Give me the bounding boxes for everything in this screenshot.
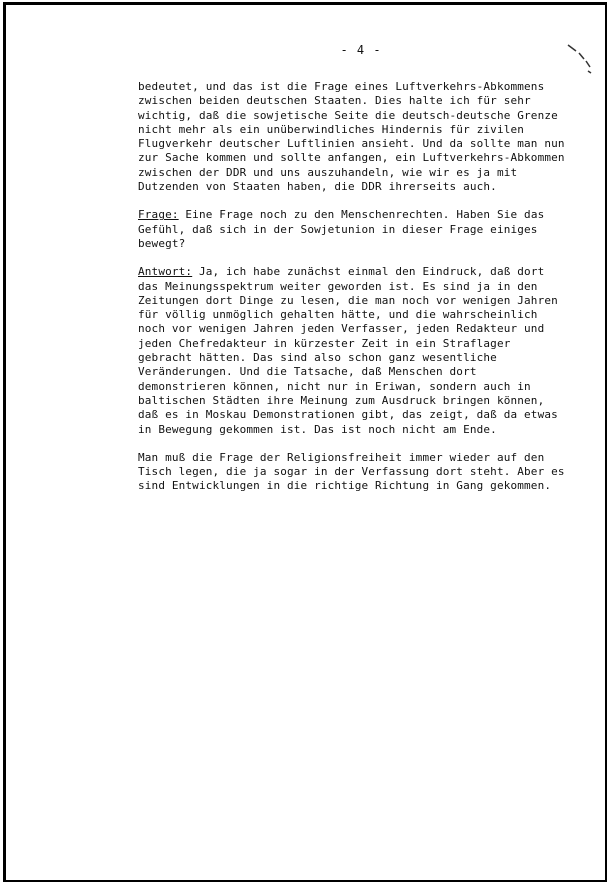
text-line: jeden Chefredakteur in kürzester Zeit in ein Straflager [138, 336, 511, 350]
text-line: wichtig, daß die sowjetische Seite die deutsch-deutsche Grenze [138, 108, 558, 122]
text-line: Flugverkehr deutscher Luftlinien ansieht. Und da sollte man nun [138, 137, 565, 151]
text-line: noch vor wenigen Jahren jeden Verfasser, jeden Redakteur und [138, 322, 545, 336]
paragraph-question [138, 208, 608, 251]
text-line: zwischen der DDR und uns auszuhandeln, wie wir es ja mit [138, 165, 518, 179]
text-line: das Meinungsspektrum weiter geworden ist. Es sind ja in den [138, 279, 538, 293]
text-line: zur Sache kommen und sollte anfangen, ein Luftverkehrs-Abkommen [138, 151, 565, 165]
text-line: Zeitungen dort Dinge zu lesen, die man noch vor wenigen Jahren [138, 293, 558, 307]
scan-corner-marks [566, 43, 596, 83]
text-line: in Bewegung gekommen ist. Das ist noch nicht am Ende. [138, 422, 497, 436]
text-line: Dutzenden von Staaten haben, die DDR ihrerseits auch. [138, 180, 497, 194]
text-line: bewegt? [138, 236, 186, 250]
page-frame [3, 2, 607, 882]
text-line: für völlig unmöglich gehalten hätte, und die wahrscheinlich [138, 308, 538, 322]
question-label: Frage: [138, 208, 179, 222]
paragraph-intro [138, 80, 608, 194]
text-line: zwischen beiden deutschen Staaten. Dies halte ich für sehr [138, 94, 531, 108]
page-number: - 4 - [340, 43, 382, 57]
paragraph-closing [138, 451, 608, 494]
text-line: sind Entwicklungen in die richtige Richtung in Gang gekommen. [138, 479, 552, 493]
text-line: bedeutet, und das ist die Frage eines Luftverkehrs-Abkommens [138, 80, 545, 93]
text-line: nicht mehr als ein unüberwindliches Hindernis für zivilen [138, 122, 525, 136]
document-body [138, 80, 608, 508]
text-line: daß es in Moskau Demonstrationen gibt, das zeigt, daß da etwas [138, 408, 558, 422]
question-first-line: Eine Frage noch zu den Menschenrechten. Haben Sie das [178, 208, 545, 222]
text-line: demonstrieren können, nicht nur in Eriwan, sondern auch in [138, 379, 531, 393]
paragraph-answer [138, 265, 608, 437]
text-line [138, 208, 608, 222]
answer-label: Antwort: [138, 265, 193, 279]
text-line: gebracht hätten. Das sind also schon ganz wesentliche [138, 351, 497, 365]
text-line: Tisch legen, die ja sogar in der Verfassung dort steht. Aber es [138, 465, 565, 479]
text-line: Veränderungen. Und die Tatsache, daß Menschen dort [138, 365, 477, 379]
text-line: Gefühl, daß sich in der Sowjetunion in dieser Frage einiges [138, 222, 538, 236]
answer-first-line: Ja, ich habe zunächst einmal den Eindruck, daß dort [192, 265, 545, 279]
text-line: baltischen Städten ihre Meinung zum Ausdruck bringen können, [138, 393, 545, 407]
text-line [138, 265, 608, 279]
text-line: Man muß die Frage der Religionsfreiheit immer wieder auf den [138, 450, 545, 464]
